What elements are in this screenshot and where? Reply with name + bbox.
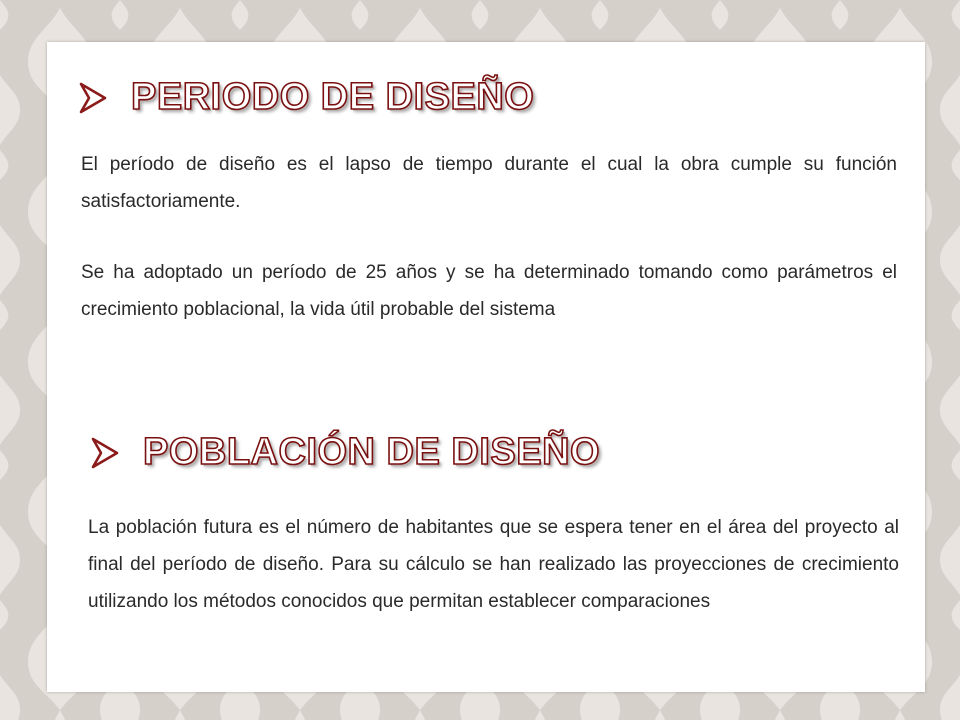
paragraph-periodo-definition: El período de diseño es el lapso de tiempo durante el cual la obra cumple su función satisfactoriamente. (81, 154, 897, 212)
arrow-bullet-icon (77, 82, 109, 114)
paragraph-periodo-adopted: Se ha adoptado un período de 25 años y se ha determinado tomando como parámetros el crecimiento poblacional, la vida útil probable del sistema (81, 262, 897, 320)
slide-content-area (47, 42, 925, 692)
paragraph-poblacion-definition: La población futura es el número de habitantes que se espera tener en el área del proyecto al final del período de diseño. Para su cálculo se han realizado las proyecciones de crecimiento utilizando los métodos conocidos que permitan establecer comparaciones (88, 517, 899, 612)
arrow-bullet-icon (89, 437, 121, 469)
section-heading-poblacion (89, 431, 600, 474)
section-heading-periodo (77, 76, 534, 119)
heading-text: POBLACIÓN DE DISEÑO (143, 431, 601, 473)
heading-text: PERIODO DE DISEÑO (131, 76, 535, 118)
